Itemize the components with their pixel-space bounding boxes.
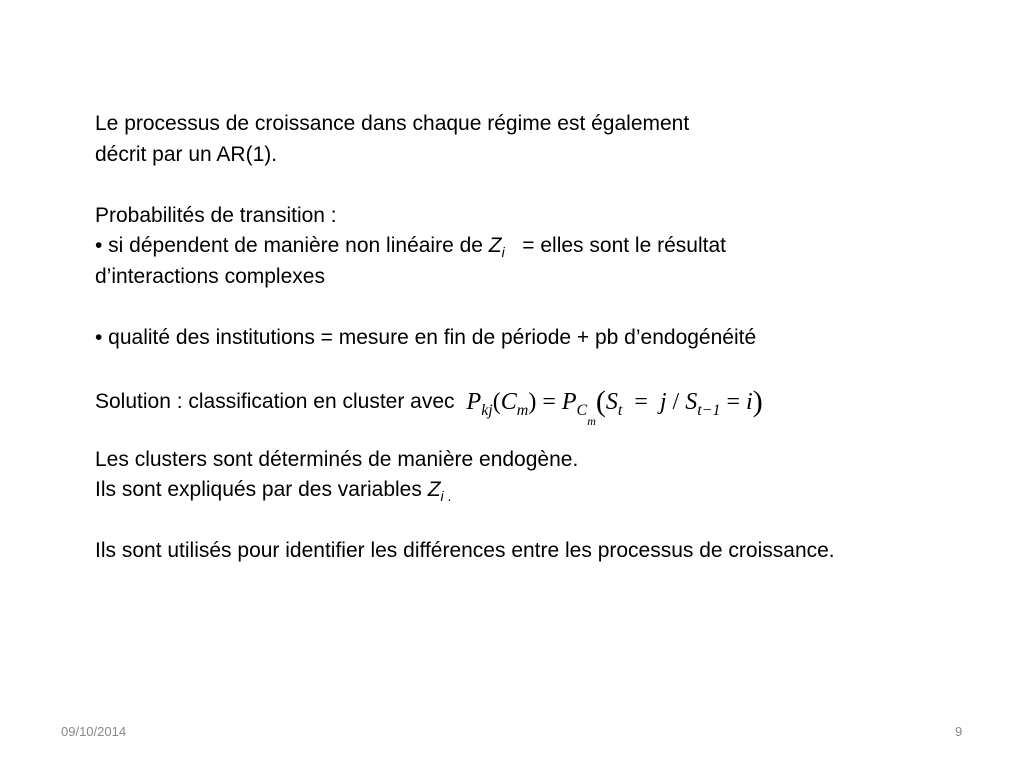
footer-page-number: 9 xyxy=(955,724,963,739)
formula-equals: = xyxy=(542,388,556,415)
formula-symbol: i xyxy=(746,388,753,415)
footer-date: 09/10/2014 xyxy=(61,724,127,739)
solution-label: Solution : classification en cluster avec xyxy=(95,389,455,413)
formula-symbol: j xyxy=(659,388,667,415)
spacer xyxy=(95,170,1010,201)
period-mark xyxy=(444,488,452,504)
formula-paren-large: ) xyxy=(752,384,763,418)
formula-subscript: m xyxy=(587,413,596,428)
formula-subscript: m xyxy=(516,401,529,419)
transition-probability-formula xyxy=(466,384,763,428)
formula-paren-large: ( xyxy=(595,384,606,418)
bullet-text: • si dépendent de manière non linéaire de xyxy=(95,234,489,257)
spacer xyxy=(95,292,1010,323)
formula-symbol: C xyxy=(576,401,588,419)
paragraph-line: Ils sont utilisés pour identifier les différences entre les processus de croissance. xyxy=(95,539,835,562)
formula-subscript: t xyxy=(617,401,623,419)
solution-line xyxy=(95,384,1010,428)
formula-symbol: C xyxy=(500,388,517,415)
spacer xyxy=(95,506,1010,537)
paragraph-text: Ils sont expliqués par des variables xyxy=(95,478,428,501)
bullet-item-continued: d’interactions complexes xyxy=(95,264,325,288)
paragraph-line xyxy=(95,475,1010,506)
paragraph-line: Le processus de croissance dans chaque régime est également xyxy=(95,112,690,135)
formula-subscript: t−1 xyxy=(697,401,721,419)
variable-z: Z xyxy=(488,234,502,257)
bullet-item: • qualité des institutions = mesure en fin de période + pb d’endogénéité xyxy=(95,325,757,349)
spacer xyxy=(95,353,1010,384)
formula-slash: / xyxy=(672,388,680,415)
formula-symbol: P xyxy=(466,388,482,415)
variable-subscript: i xyxy=(501,244,505,260)
formula-symbol: S xyxy=(685,388,698,415)
formula-equals: = xyxy=(726,388,741,415)
formula-subscript: kj xyxy=(481,401,493,419)
paragraph-line: décrit par un AR(1). xyxy=(95,142,278,166)
variable-z: Z xyxy=(427,478,441,501)
formula-equals: = xyxy=(634,388,648,415)
section-heading: Probabilités de transition : xyxy=(95,203,337,227)
bullet-item xyxy=(95,231,1010,262)
period-char: . xyxy=(447,488,452,504)
formula-subscript xyxy=(576,401,596,428)
formula-symbol: P xyxy=(561,388,577,415)
paragraph-line: Les clusters sont déterminés de manière endogène. xyxy=(95,447,579,471)
slide-body xyxy=(95,109,1010,567)
formula-paren: ( xyxy=(492,388,501,415)
variable-subscript: i xyxy=(440,488,444,504)
bullet-text-continued: = elles sont le résultat xyxy=(522,234,726,257)
formula-paren: ) xyxy=(528,388,537,415)
formula-symbol: S xyxy=(605,388,618,415)
